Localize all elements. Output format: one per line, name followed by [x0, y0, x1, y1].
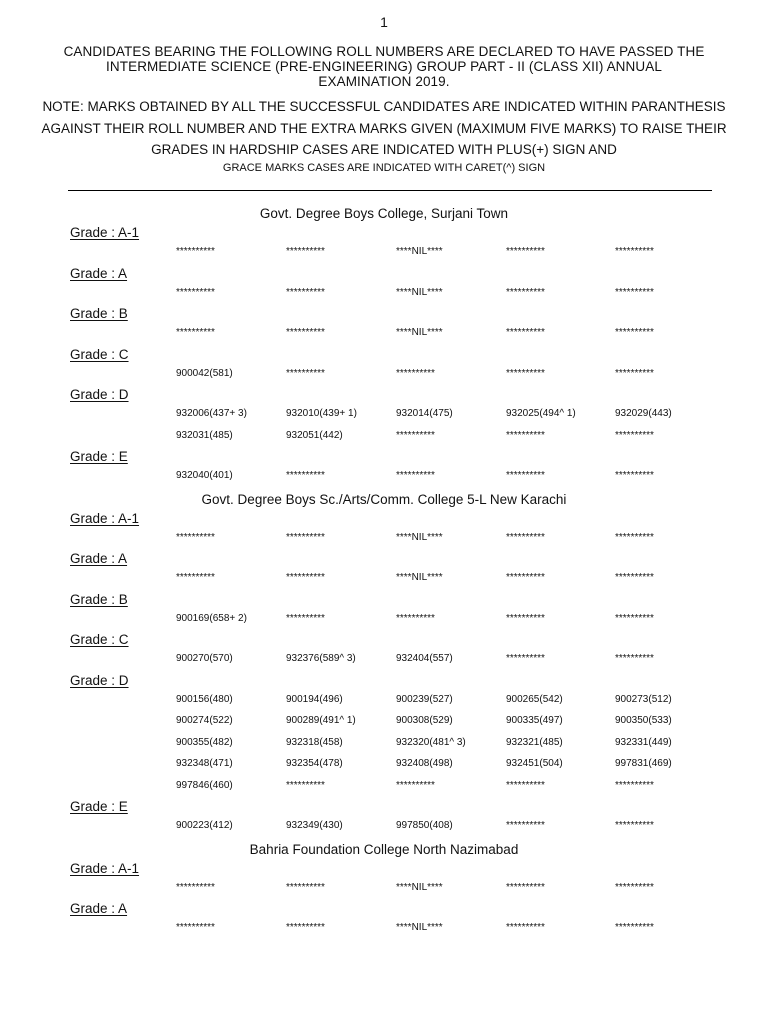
note-grace-marks: GRACE MARKS CASES ARE INDICATED WITH CARET(^) SIGN: [222, 162, 546, 174]
roll-number-row: [0, 405, 768, 427]
roll-number-entry: **********: [615, 653, 654, 664]
roll-number-entry: **********: [615, 922, 654, 933]
roll-number-entry: 900273(512): [615, 693, 672, 705]
roll-number-entry: **********: [286, 922, 325, 933]
document-title: CANDIDATES BEARING THE FOLLOWING ROLL NUMBERS ARE DECLARED TO HAVE PASSED THE INTERMEDIATE SCIENCE (PRE-ENGINEERING) GROUP PART - II (CLASS XII) ANNUAL EXAMINATION 2019.: [63, 44, 705, 89]
roll-number-entry: ****NIL****: [396, 327, 443, 338]
roll-number-entry: **********: [176, 922, 215, 933]
roll-number-entry: 932348(471): [176, 758, 233, 769]
grade-label: Grade : A: [70, 265, 128, 281]
roll-number-entry: **********: [286, 531, 325, 543]
roll-number-entry: **********: [615, 612, 654, 624]
roll-number-entry: **********: [286, 572, 325, 583]
roll-number-entry: **********: [396, 470, 435, 481]
roll-number-entry: 900335(497): [506, 715, 563, 726]
roll-number-entry: **********: [506, 429, 545, 441]
grade-label: Grade : A-1: [70, 510, 140, 526]
grade-label: Grade : C: [70, 346, 129, 362]
roll-number-entry: ****NIL****: [396, 286, 443, 298]
roll-number-entry: **********: [615, 246, 654, 257]
roll-number-entry: 932320(481^ 3): [396, 736, 466, 748]
roll-number-entry: 900355(482): [176, 736, 233, 748]
roll-number-entry: **********: [506, 367, 545, 379]
roll-number-entry: **********: [615, 572, 654, 583]
roll-number-entry: 932025(494^ 1): [506, 408, 576, 419]
grade-label: Grade : E: [70, 799, 128, 814]
roll-number-entry: **********: [286, 286, 325, 298]
roll-number-row: [0, 712, 768, 734]
roll-number-entry: **********: [615, 779, 654, 791]
roll-number-entry: ****NIL****: [396, 531, 443, 543]
grade-label: Grade : A: [70, 901, 128, 916]
roll-number-entry: **********: [506, 286, 545, 298]
roll-number-entry: 932408(498): [396, 758, 453, 769]
roll-number-row: [0, 879, 768, 901]
roll-number-entry: 900270(570): [176, 653, 233, 664]
roll-number-entry: 932029(443): [615, 408, 672, 419]
roll-number-entry: 932349(430): [286, 820, 343, 831]
roll-number-entry: 932051(442): [286, 429, 343, 441]
roll-number-row: [0, 324, 768, 346]
roll-number-row: [0, 650, 768, 672]
roll-number-entry: **********: [506, 922, 545, 933]
roll-number-entry: 932331(449): [615, 736, 672, 748]
roll-number-entry: **********: [506, 653, 545, 664]
roll-number-entry: **********: [506, 820, 545, 831]
roll-number-entry: **********: [176, 286, 215, 298]
roll-number-entry: 900350(533): [615, 715, 672, 726]
roll-number-entry: 900169(658+ 2): [176, 612, 247, 624]
grade-label: Grade : C: [70, 632, 129, 647]
roll-number-row: [0, 919, 768, 941]
roll-number-entry: **********: [396, 779, 435, 791]
roll-number-entry: 900239(527): [396, 693, 453, 705]
roll-number-entry: **********: [396, 367, 435, 379]
roll-number-entry: 932404(557): [396, 653, 453, 664]
roll-number-row: [0, 243, 768, 265]
roll-number-entry: **********: [286, 470, 325, 481]
roll-number-entry: 900265(542): [506, 693, 563, 705]
roll-number-entry: 900308(529): [396, 715, 453, 726]
roll-number-entry: 932014(475): [396, 408, 453, 419]
roll-number-entry: 932376(589^ 3): [286, 653, 356, 664]
roll-number-entry: **********: [286, 612, 325, 624]
roll-number-entry: 997831(469): [615, 758, 672, 769]
college-name: Govt. Degree Boys Sc./Arts/Comm. College 5-L New Karachi: [201, 491, 567, 507]
roll-number-entry: **********: [176, 572, 215, 583]
grade-label: Grade : A-1: [70, 860, 140, 876]
roll-number-entry: ****NIL****: [396, 922, 443, 933]
roll-number-entry: 900042(581): [176, 367, 233, 379]
roll-number-entry: 932318(458): [286, 736, 343, 748]
roll-number-row: [0, 569, 768, 591]
roll-number-row: [0, 691, 768, 713]
roll-number-entry: **********: [615, 470, 654, 481]
college-name: Govt. Degree Boys College, Surjani Town: [259, 206, 509, 221]
roll-number-entry: **********: [506, 612, 545, 624]
roll-number-row: [0, 734, 768, 756]
roll-number-entry: **********: [615, 429, 654, 441]
grade-label: Grade : A: [70, 551, 128, 566]
roll-number-entry: **********: [286, 367, 325, 379]
roll-number-entry: **********: [615, 881, 654, 893]
header-divider: [68, 190, 712, 191]
roll-number-entry: 900156(480): [176, 693, 233, 705]
roll-number-entry: **********: [506, 572, 545, 583]
roll-number-row: [0, 777, 768, 799]
roll-number-entry: **********: [615, 286, 654, 298]
roll-number-entry: 900223(412): [176, 820, 233, 831]
roll-number-entry: **********: [506, 531, 545, 543]
roll-number-entry: 932451(504): [506, 758, 563, 769]
roll-number-row: [0, 284, 768, 306]
page-number: 1: [380, 14, 388, 30]
roll-number-entry: **********: [396, 429, 435, 441]
roll-number-entry: ****NIL****: [396, 572, 443, 583]
roll-number-row: [0, 529, 768, 551]
roll-number-row: [0, 817, 768, 839]
roll-number-entry: **********: [506, 327, 545, 338]
roll-number-row: [0, 467, 768, 489]
roll-number-entry: **********: [176, 327, 215, 338]
roll-number-entry: ****NIL****: [396, 246, 443, 257]
roll-number-entry: **********: [286, 246, 325, 257]
roll-number-entry: 997850(408): [396, 820, 453, 831]
roll-number-entry: **********: [176, 246, 215, 257]
roll-number-row: [0, 755, 768, 777]
roll-number-entry: **********: [286, 881, 325, 893]
roll-number-entry: 932010(439+ 1): [286, 408, 357, 419]
roll-number-entry: 932354(478): [286, 758, 343, 769]
roll-number-entry: **********: [176, 881, 215, 893]
roll-number-entry: **********: [506, 470, 545, 481]
grade-label: Grade : E: [70, 449, 128, 464]
grade-label: Grade : A-1: [70, 225, 140, 240]
roll-number-entry: **********: [615, 531, 654, 543]
roll-number-entry: 997846(460): [176, 779, 233, 791]
roll-number-row: [0, 427, 768, 449]
note-paragraph: NOTE: MARKS OBTAINED BY ALL THE SUCCESSFUL CANDIDATES ARE INDICATED WITHIN PARANTHESIS AGAINST THEIR ROLL NUMBER AND THE EXTRA MARKS GIVEN (MAXIMUM FIVE MARKS) TO RAISE THEIR GRADES IN HARDSHIP CASES ARE INDICATED WITH PLUS(+) SIGN AND: [41, 99, 727, 157]
roll-number-entry: 900289(491^ 1): [286, 715, 356, 726]
roll-number-entry: **********: [286, 327, 325, 338]
roll-number-entry: **********: [506, 881, 545, 893]
roll-number-entry: **********: [286, 779, 325, 791]
roll-number-entry: **********: [506, 779, 545, 791]
college-name: Bahria Foundation College North Nazimabad: [249, 841, 519, 857]
roll-number-entry: **********: [506, 246, 545, 257]
roll-number-entry: **********: [176, 531, 215, 543]
roll-number-entry: **********: [615, 367, 654, 379]
roll-number-entry: 900274(522): [176, 715, 233, 726]
roll-number-entry: **********: [396, 612, 435, 624]
roll-number-entry: 932006(437+ 3): [176, 408, 247, 419]
roll-number-entry: 932031(485): [176, 429, 233, 441]
roll-number-entry: **********: [615, 820, 654, 831]
roll-number-entry: 900194(496): [286, 693, 343, 705]
grade-label: Grade : D: [70, 387, 129, 402]
roll-number-row: [0, 610, 768, 632]
results-list: [0, 203, 768, 941]
grade-label: Grade : B: [70, 591, 128, 607]
roll-number-entry: 932321(485): [506, 736, 563, 748]
roll-number-row: [0, 365, 768, 387]
grade-label: Grade : B: [70, 306, 128, 321]
grade-label: Grade : D: [70, 672, 129, 688]
roll-number-entry: ****NIL****: [396, 881, 443, 893]
roll-number-entry: 932040(401): [176, 470, 233, 481]
roll-number-entry: **********: [615, 327, 654, 338]
